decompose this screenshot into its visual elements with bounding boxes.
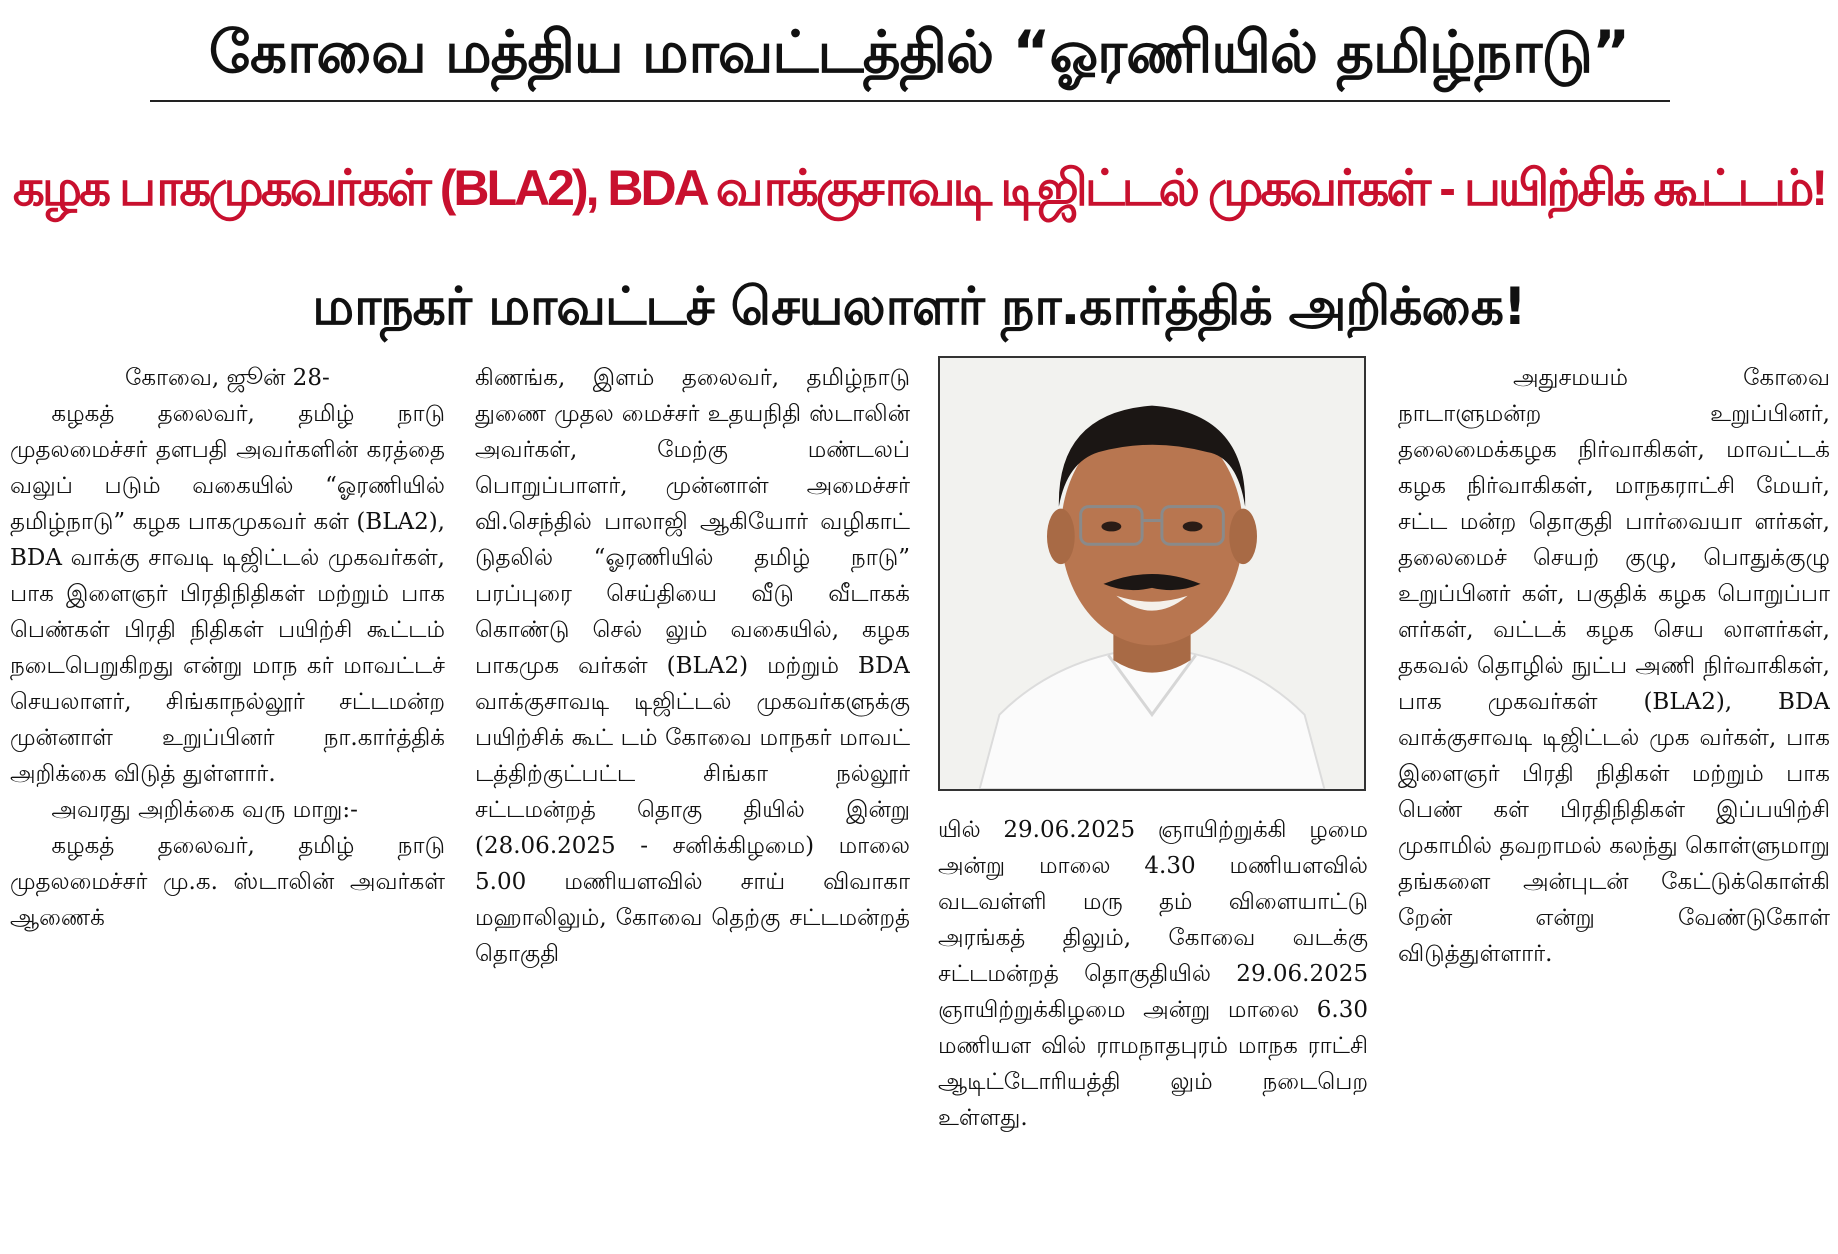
article-column-1 <box>10 360 445 1250</box>
article-column-4 <box>1398 360 1830 1250</box>
article-paragraph: அவரது அறிக்கை வரு மாறு:- <box>51 797 358 823</box>
article-column-2 <box>475 360 910 1250</box>
article-paragraph: கழகத் தலைவர், தமிழ் நாடு முதலமைச்சர் தளபதி அவர்களின் கரத்தை வலுப் படும் வகையில் “ஓரணியில் தமிழ்நாடு” கழக பாகமுகவர் கள் (BLA2), BDA வாக்கு சாவடி டிஜிட்டல் முகவர்கள், பாக இளைஞர் பிரதிநிதிகள் மற்றும் பாக பெண்கள் பிரதி நிதிகள் பயிற்சி கூட்டம் நடைபெறுகிறது என்று மாந கர் மாவட்டச் செயலாளர், சிங்காநல்லூர் சட்டமன்ற முன்னாள் உறுப்பினர் நா.கார்த்திக் அறிக்கை விடுத் துள்ளார். <box>10 401 445 787</box>
article-paragraph: அதுசமயம் கோவை நாடாளுமன்ற உறுப்பினர், தலைமைக்கழக நிர்வாகிகள், மாவட்டக் கழக நிர்வாகிகள், மாநகராட்சி மேயர், சட்ட மன்ற தொகுதி பார்வையா ளர்கள், தலைமைச் செயற் குழு, பொதுக்குழு உறுப்பினர் கள், பகுதிக் கழக பொறுப்பா ளர்கள், வட்டக் கழக செய லாளர்கள், தகவல் தொழில் நுட்ப அணி நிர்வாகிகள், பாக முகவர்கள் (BLA2), BDA வாக்குசாவடி டிஜிட்டல் முக வர்கள், பாக இளைஞர் பிரதி நிதிகள் மற்றும் பாக பெண் கள் பிரதிநிதிகள் இப்பயிற்சி முகாமில் தவறாமல் கலந்து கொள்ளுமாறு தங்களை அன்புடன் கேட்டுக்கொள்கி றேன் என்று வேண்டுகோள் விடுத்துள்ளார். <box>1398 365 1830 967</box>
article-column-3 <box>938 812 1368 1250</box>
article-paragraph: கழகத் தலைவர், தமிழ் நாடு முதலமைச்சர் மு.க. ஸ்டாலின் அவர்கள் ஆணைக் <box>10 833 445 931</box>
article-paragraph: கிணங்க, இளம் தலைவர், தமிழ்நாடு துணை முதல மைச்சர் உதயநிதி ஸ்டாலின் அவர்கள், மேற்கு மண்டலப் பொறுப்பாளர், முன்னாள் அமைச்சர் வி.செந்தில் பாலாஜி ஆகியோர் வழிகாட் டுதலில் “ஓரணியில் தமிழ் நாடு” பரப்புரை செய்தியை வீடு வீடாகக் கொண்டு செல் லும் வகையில், கழக பாகமுக வர்கள் (BLA2) மற்றும் BDA வாக்குசாவடி டிஜிட்டல் முகவர்களுக்கு பயிற்சிக் கூட் டம் கோவை மாநகர் மாவட் டத்திற்குட்பட்ட சிங்கா நல்லூர் சட்டமன்றத் தொகு தியில் இன்று (28.06.2025 - சனிக்கிழமை) மாலை 5.00 மணியளவில் சாய் விவாகா மஹாலிலும், கோவை தெற்கு சட்டமன்றத் தொகுதி <box>475 365 910 967</box>
divider-rule <box>150 100 1670 102</box>
headline: கழக பாகமுகவர்கள் (BLA2), BDA வாக்குசாவடி டிஜிட்டல் முகவர்கள் - பயிற்சிக் கூட்டம்! <box>12 160 1826 216</box>
subheadline: மாநகர் மாவட்டச் செயலாளர் நா.கார்த்திக் அறிக்கை! <box>312 277 1526 337</box>
article-paragraph: யில் 29.06.2025 ஞாயிற்றுக்கி ழமை அன்று மாலை 4.30 மணியளவில் வடவள்ளி மரு தம் விளையாட்டு அரங்கத் திலும், கோவை வடக்கு சட்டமன்றத் தொகுதியில் 29.06.2025 ஞாயிற்றுக்கிழமை அன்று மாலை 6.30 மணியள வில் ராமநாதபுரம் மாநக ராட்சி ஆடிட்டோரியத்தி லும் நடைபெற உள்ளது. <box>938 817 1368 1131</box>
dateline: கோவை, ஜூன் 28- <box>125 365 330 391</box>
portrait-photo <box>938 356 1366 791</box>
portrait-illustration <box>940 358 1364 789</box>
kicker-title: கோவை மத்திய மாவட்டத்தில் “ஓரணியில் தமிழ்நாடு” <box>208 18 1630 86</box>
